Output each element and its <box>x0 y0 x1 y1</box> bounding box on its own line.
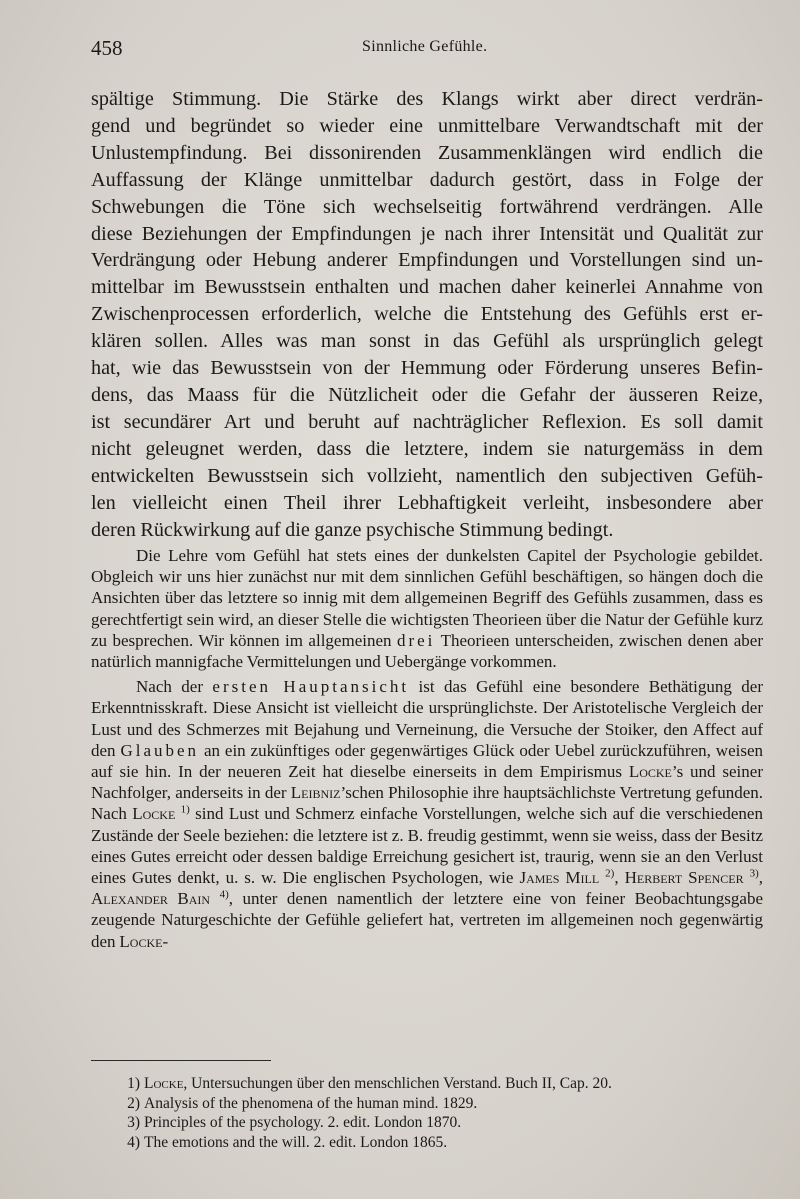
footnote-rule <box>91 1060 271 1061</box>
text-line: dens, das Maass für die Nützlicheit oder die Gefahr der äusseren Reize, <box>91 383 763 406</box>
text-line: diese Beziehungen der Empfindungen je nach ihrer Intensität und Qualität zur <box>91 222 763 245</box>
footnote <box>122 1113 762 1133</box>
author-name: Herbert Spencer <box>624 868 744 888</box>
author-name: Alexander Bain <box>91 889 211 909</box>
text-line: hat, wie das Bewusstsein von der Hemmung oder Förderung unseres Befin- <box>91 357 763 380</box>
text-line: Zwischenprocessen erforderlich, welche die Entstehung des Gefühls erst er- <box>91 303 763 326</box>
footnote-ref[interactable]: 2) <box>605 867 615 880</box>
author-name: Leibniz <box>290 783 341 803</box>
text-line: Schwebungen die Töne sich wechselseitig fortwährend verdrängen. Alle <box>91 195 763 218</box>
text-line: klären sollen. Alles was man sonst in das Gefühl als ursprünglich gelegt <box>91 330 763 353</box>
text-run: , <box>614 868 619 888</box>
text-run: ’s und seiner Nachfolger, anderseits in der <box>91 762 763 803</box>
text-run: ist das Gefühl eine besondere Bethätigung der Erkenntnisskraft. Diese Ansicht ist vielleicht die ursprünglichste. Der Aristotelische Vergleich der Lust und des Schmerzes mit Bejahung und Verneinung, die Versuche der Stoiker, den Affect auf den <box>91 677 763 760</box>
author-name: Locke <box>144 1075 184 1092</box>
text-run: ’schen Philosophie ihre hauptsächlichste Vertretung gefunden. Nach <box>91 783 763 824</box>
text-line: spältige Stimmung. Die Stärke des Klangs wirkt aber direct verdrän- <box>91 88 763 110</box>
footnote-ref[interactable]: 3) <box>749 867 759 880</box>
footnote-mark: 2) <box>127 1094 140 1112</box>
footnote-mark: 1) <box>127 1075 140 1092</box>
text-line: len vielleicht einen Theil ihrer Lebhaftigkeit verleiht, insbesondere aber <box>91 491 763 514</box>
author-name: Locke <box>628 762 672 782</box>
text-run: Theorieen unterscheiden, zwischen denen aber natürlich mannigfache Vermittelungen und Uebergänge vorkommen. <box>91 630 764 672</box>
footnote <box>122 1133 762 1153</box>
text-run: an ein zukünftiges oder gegenwärtiges Glück oder Uebel zurückzuführen, weisen auf sie hin. In der neueren Zeit hat dieselbe einerseits in dem Empirismus <box>91 740 763 782</box>
text-run: sind Lust und Schmerz einfache Vorstellungen, welche sich auf die verschiedenen Zustände der Seele beziehen: die letztere ist z. B. freudig gestimmt, wenn sie weiss, dass der Besitz eines Gutes erreicht oder dessen baldige Erreichung gesichert ist, traurig, wenn sie an den Verlust eines Gutes denkt, u. s. w. Die englischen Psychologen, wie <box>91 804 763 888</box>
author-name: Locke- <box>119 931 169 951</box>
text-line: Auffassung der Klänge unmittelbar dadurch gestört, dass in Folge der <box>91 168 763 191</box>
footnote <box>122 1074 762 1094</box>
text-run: , unter denen namentlich der letztere eine von feiner Beobachtungsgabe zeugende Naturgeschichte der Gefühle geliefert hat, vertreten im allgemeinen noch gegenwärtig den <box>91 889 764 951</box>
footnote <box>122 1094 762 1114</box>
footnote-mark: 3) <box>127 1114 140 1131</box>
text-run: , <box>758 868 764 888</box>
text-line: mittelbar im Bewusstsein enthalten und machen daher keinerlei Annahme von <box>91 276 763 299</box>
page-header <box>0 36 800 66</box>
footnote-mark: 4) <box>127 1133 140 1151</box>
paragraph-first-view <box>91 676 763 952</box>
footnote-text: Analysis of the phenomena of the human mind. 1829. <box>144 1094 478 1112</box>
footnote-text: , Untersuchungen über den menschlichen Verstand. Buch II, Cap. 20. <box>183 1075 612 1092</box>
text-run: Nach der <box>136 677 203 697</box>
paragraph-theories <box>91 545 763 672</box>
main-text-block <box>91 86 763 543</box>
text-line: nicht geleugnet werden, dass die letztere, indem sie naturgemäss in dem <box>91 437 763 460</box>
page-number: 458 <box>91 36 123 60</box>
running-head: Sinnliche Gefühle. <box>362 38 488 55</box>
footnote-ref[interactable]: 1) <box>180 803 190 816</box>
text-line: gend und begründet so wieder eine unmittelbare Verwandtschaft mit der <box>91 114 763 137</box>
small-text-block <box>91 545 763 952</box>
author-name: Locke <box>132 804 176 824</box>
text-line: Unlustempfindung. Bei dissonirenden Zusammenklängen wird endlich die <box>91 141 763 164</box>
text-line: Verdrängung oder Hebung anderer Empfindungen und Vorstellungen sind un- <box>91 249 763 272</box>
footnote-text: The emotions and the will. 2. edit. London 1865. <box>144 1133 448 1151</box>
spaced-emphasis: ersten Hauptansicht <box>212 677 410 697</box>
spaced-emphasis: Glauben <box>120 740 200 760</box>
footnote-ref[interactable]: 4) <box>219 888 229 901</box>
footnotes <box>122 1074 762 1152</box>
text-line: ist secundärer Art und beruht auf nachträglicher Reflexion. Es soll damit <box>91 410 763 433</box>
text-line: deren Rückwirkung auf die ganze psychische Stimmung bedingt. <box>91 518 614 541</box>
text-run: Die Lehre vom Gefühl hat stets eines der dunkelsten Capitel der Psychologie gebildet. Obgleich wir uns hier zunächst nur mit dem sinnlichen Gefühl beschäftigen, so hängen doch die Ansichten über das letztere so innig mit dem allgemeinen Begriff des Gefühls zusammen, dass es gerechtfertigt sein wird, an dieser Stelle die wichtigsten Theorieen über die Natur der Gefühle kurz zu besprechen. Wir können im allgemeinen <box>91 546 763 650</box>
author-name: James Mill <box>519 868 600 888</box>
spaced-emphasis: drei <box>396 630 436 650</box>
text-line: entwickelten Bewusstsein sich vollzieht, namentlich den subjectiven Gefüh- <box>91 464 763 487</box>
footnote-text: Principles of the psychology. 2. edit. London 1870. <box>144 1114 462 1131</box>
